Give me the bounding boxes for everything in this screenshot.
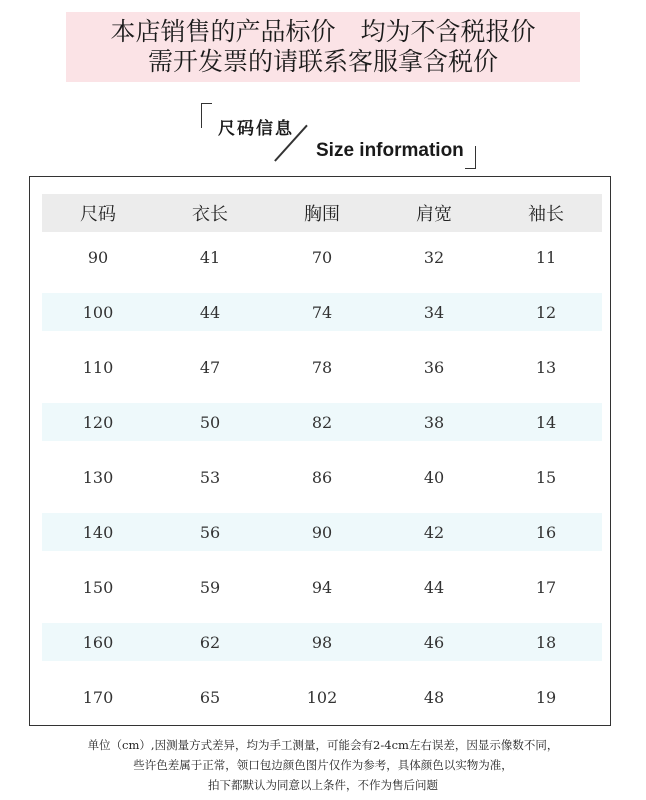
cell-length: 44 xyxy=(199,302,221,322)
cell-chest: 82 xyxy=(311,412,333,432)
cell-chest: 94 xyxy=(311,577,333,597)
disclaimer-line-1: 单位（cm）,因测量方式差异，均为手工测量，可能会有2-4cm左右误差，因显示像数不同， xyxy=(87,738,559,752)
cell-shoulder: 32 xyxy=(423,247,445,267)
cell-length: 59 xyxy=(199,577,221,597)
cell-chest: 102 xyxy=(306,687,338,707)
banner-line-2: 需开发票的请联系客服拿含税价 xyxy=(147,47,498,76)
table-row xyxy=(42,458,602,496)
cell-size: 150 xyxy=(82,577,114,597)
cell-sleeve: 15 xyxy=(535,467,557,487)
cell-chest: 86 xyxy=(311,467,333,487)
cell-sleeve: 11 xyxy=(535,247,557,267)
disclaimer-line-3: 拍下都默认为同意以上条件，不作为售后问题 xyxy=(208,778,438,792)
cell-shoulder: 36 xyxy=(423,357,445,377)
table-row xyxy=(42,293,602,331)
cell-length: 41 xyxy=(199,247,221,267)
header-length: 衣长 xyxy=(192,204,228,225)
cell-shoulder: 42 xyxy=(423,522,445,542)
table-row xyxy=(42,348,602,386)
size-info-heading xyxy=(0,0,646,180)
table-row xyxy=(42,238,602,276)
cell-length: 47 xyxy=(199,357,221,377)
measurement-disclaimer xyxy=(0,735,646,795)
cell-length: 65 xyxy=(199,687,221,707)
cell-size: 120 xyxy=(82,412,114,432)
header-shoulder: 肩宽 xyxy=(416,204,452,225)
cell-length: 62 xyxy=(199,632,221,652)
disclaimer-line-2: 些许色差属于正常，领口包边颜色图片仅作为参考，具体颜色以实物为准， xyxy=(133,758,513,772)
cell-size: 170 xyxy=(82,687,114,707)
cell-size: 130 xyxy=(82,467,114,487)
cell-sleeve: 12 xyxy=(535,302,557,322)
size-table-header xyxy=(42,194,602,232)
table-row xyxy=(42,568,602,606)
bracket-decoration-bottom-right xyxy=(465,146,476,169)
table-row xyxy=(42,678,602,716)
bracket-decoration-top-left xyxy=(201,103,212,128)
cell-size: 160 xyxy=(82,632,114,652)
cell-chest: 78 xyxy=(311,357,333,377)
cell-chest: 70 xyxy=(311,247,333,267)
cell-chest: 98 xyxy=(311,632,333,652)
header-sleeve: 袖长 xyxy=(528,204,564,225)
table-row xyxy=(42,623,602,661)
header-size: 尺码 xyxy=(80,204,116,225)
cell-shoulder: 34 xyxy=(423,302,445,322)
size-info-title-en: Size information xyxy=(316,140,464,161)
size-info-title-cn: 尺码信息 xyxy=(218,119,294,139)
cell-sleeve: 13 xyxy=(535,357,557,377)
cell-chest: 74 xyxy=(311,302,333,322)
cell-sleeve: 18 xyxy=(535,632,557,652)
cell-size: 100 xyxy=(82,302,114,322)
table-row xyxy=(42,403,602,441)
cell-sleeve: 16 xyxy=(535,522,557,542)
cell-chest: 90 xyxy=(311,522,333,542)
cell-shoulder: 46 xyxy=(423,632,445,652)
banner-line-1: 本店销售的产品标价 均为不含税报价 xyxy=(110,17,536,46)
cell-length: 53 xyxy=(199,467,221,487)
cell-size: 140 xyxy=(82,522,114,542)
cell-length: 50 xyxy=(199,412,221,432)
cell-size: 110 xyxy=(82,357,114,377)
cell-shoulder: 38 xyxy=(423,412,445,432)
header-chest: 胸围 xyxy=(304,204,340,225)
cell-shoulder: 44 xyxy=(423,577,445,597)
cell-sleeve: 17 xyxy=(535,577,557,597)
cell-shoulder: 40 xyxy=(423,467,445,487)
cell-shoulder: 48 xyxy=(423,687,445,707)
table-row xyxy=(42,513,602,551)
cell-size: 90 xyxy=(87,247,109,267)
cell-length: 56 xyxy=(199,522,221,542)
cell-sleeve: 14 xyxy=(535,412,557,432)
cell-sleeve: 19 xyxy=(535,687,557,707)
